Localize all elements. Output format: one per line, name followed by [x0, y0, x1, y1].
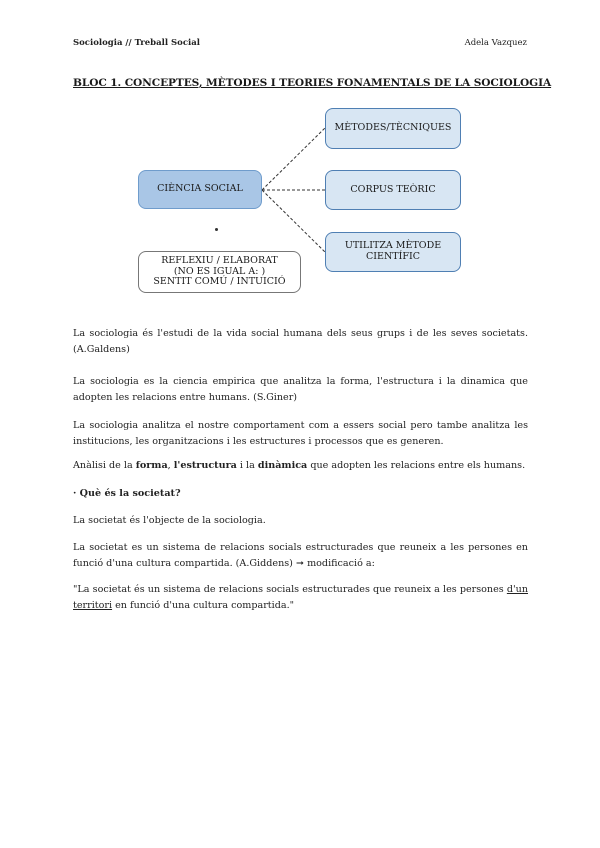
branch-scientific-line1: UTILITZA MÈTODE — [344, 240, 442, 252]
paragraph-object: La societat és l'objecte de la sociologia. — [73, 515, 266, 526]
paragraph-definition-giner: La sociologia es la ciencia empirica que analitza la forma, l'estructura i la dinamica que adopten les relacions entre humans. (S.Giner) — [73, 376, 528, 403]
analysis-text-c: , — [167, 460, 174, 471]
note-line1: REFLEXIU / ELABORAT — [161, 254, 278, 266]
analysis-estructura: l'estructura — [173, 460, 237, 471]
analysis-text-g: que adopten les relacions entre els humans. — [307, 460, 526, 471]
analysis-text-e: i la — [236, 460, 258, 471]
branch-corpus-box: CORPUS TEÒRIC — [325, 170, 461, 210]
bullet-dot — [215, 228, 218, 231]
paragraph-society-giddens: La societat es un sistema de relacions socials estructurades que reuneix a les persones en funció d'una cultura compartida. (A.Giddens) ➞ modificació a: — [73, 542, 528, 569]
analysis-dinamica: dinàmica — [257, 460, 308, 471]
branch-scientific-line2: CIENTÍFIC — [366, 251, 420, 262]
modified-text-c: en funció d'una cultura compartida." — [112, 599, 295, 611]
note-line2: (NO ES IGUAL A: ) — [173, 265, 266, 277]
note-box — [138, 251, 301, 293]
branch-methods-box: MÈTODES/TÈCNIQUES — [325, 108, 461, 149]
concept-diagram — [0, 0, 600, 300]
modified-text-a: "La societat és un sistema de relacions socials estructurades que reuneix a les persones — [73, 584, 507, 595]
note-line3: SENTIT COMÚ / INTUICIÓ — [153, 276, 286, 288]
main-concept-box: CIÈNCIA SOCIAL — [138, 170, 262, 209]
header-author: Adela Vazquez — [464, 38, 527, 48]
branch-scientific-box — [325, 232, 461, 272]
connector-1 — [262, 128, 325, 190]
analysis-text-a: Anàlisi de la — [73, 460, 136, 471]
page-title: BLOC 1. CONCEPTES, MÈTODES I TEORIES FONAMENTALS DE LA SOCIOLOGIA — [73, 77, 552, 89]
paragraph-analysis — [73, 458, 528, 474]
paragraph-behaviour: La sociologia analitza el nostre comportament com a essers social pero tambe analitza les institucions, les organitzacions i les estructures i processos que es generen. — [73, 420, 528, 447]
question-heading: · Què és la societat? — [73, 488, 181, 499]
paragraph-definition-giddens: La sociologia és l'estudi de la vida social humana dels seus grups i de les seves societats. (A.Galdens) — [73, 328, 528, 355]
header-course: Sociologia // Treball Social — [73, 38, 200, 48]
modified-territori: d'un territori — [73, 584, 528, 611]
analysis-forma: forma — [135, 460, 168, 471]
connector-3 — [262, 190, 325, 252]
paragraph-society-modified — [73, 582, 528, 613]
